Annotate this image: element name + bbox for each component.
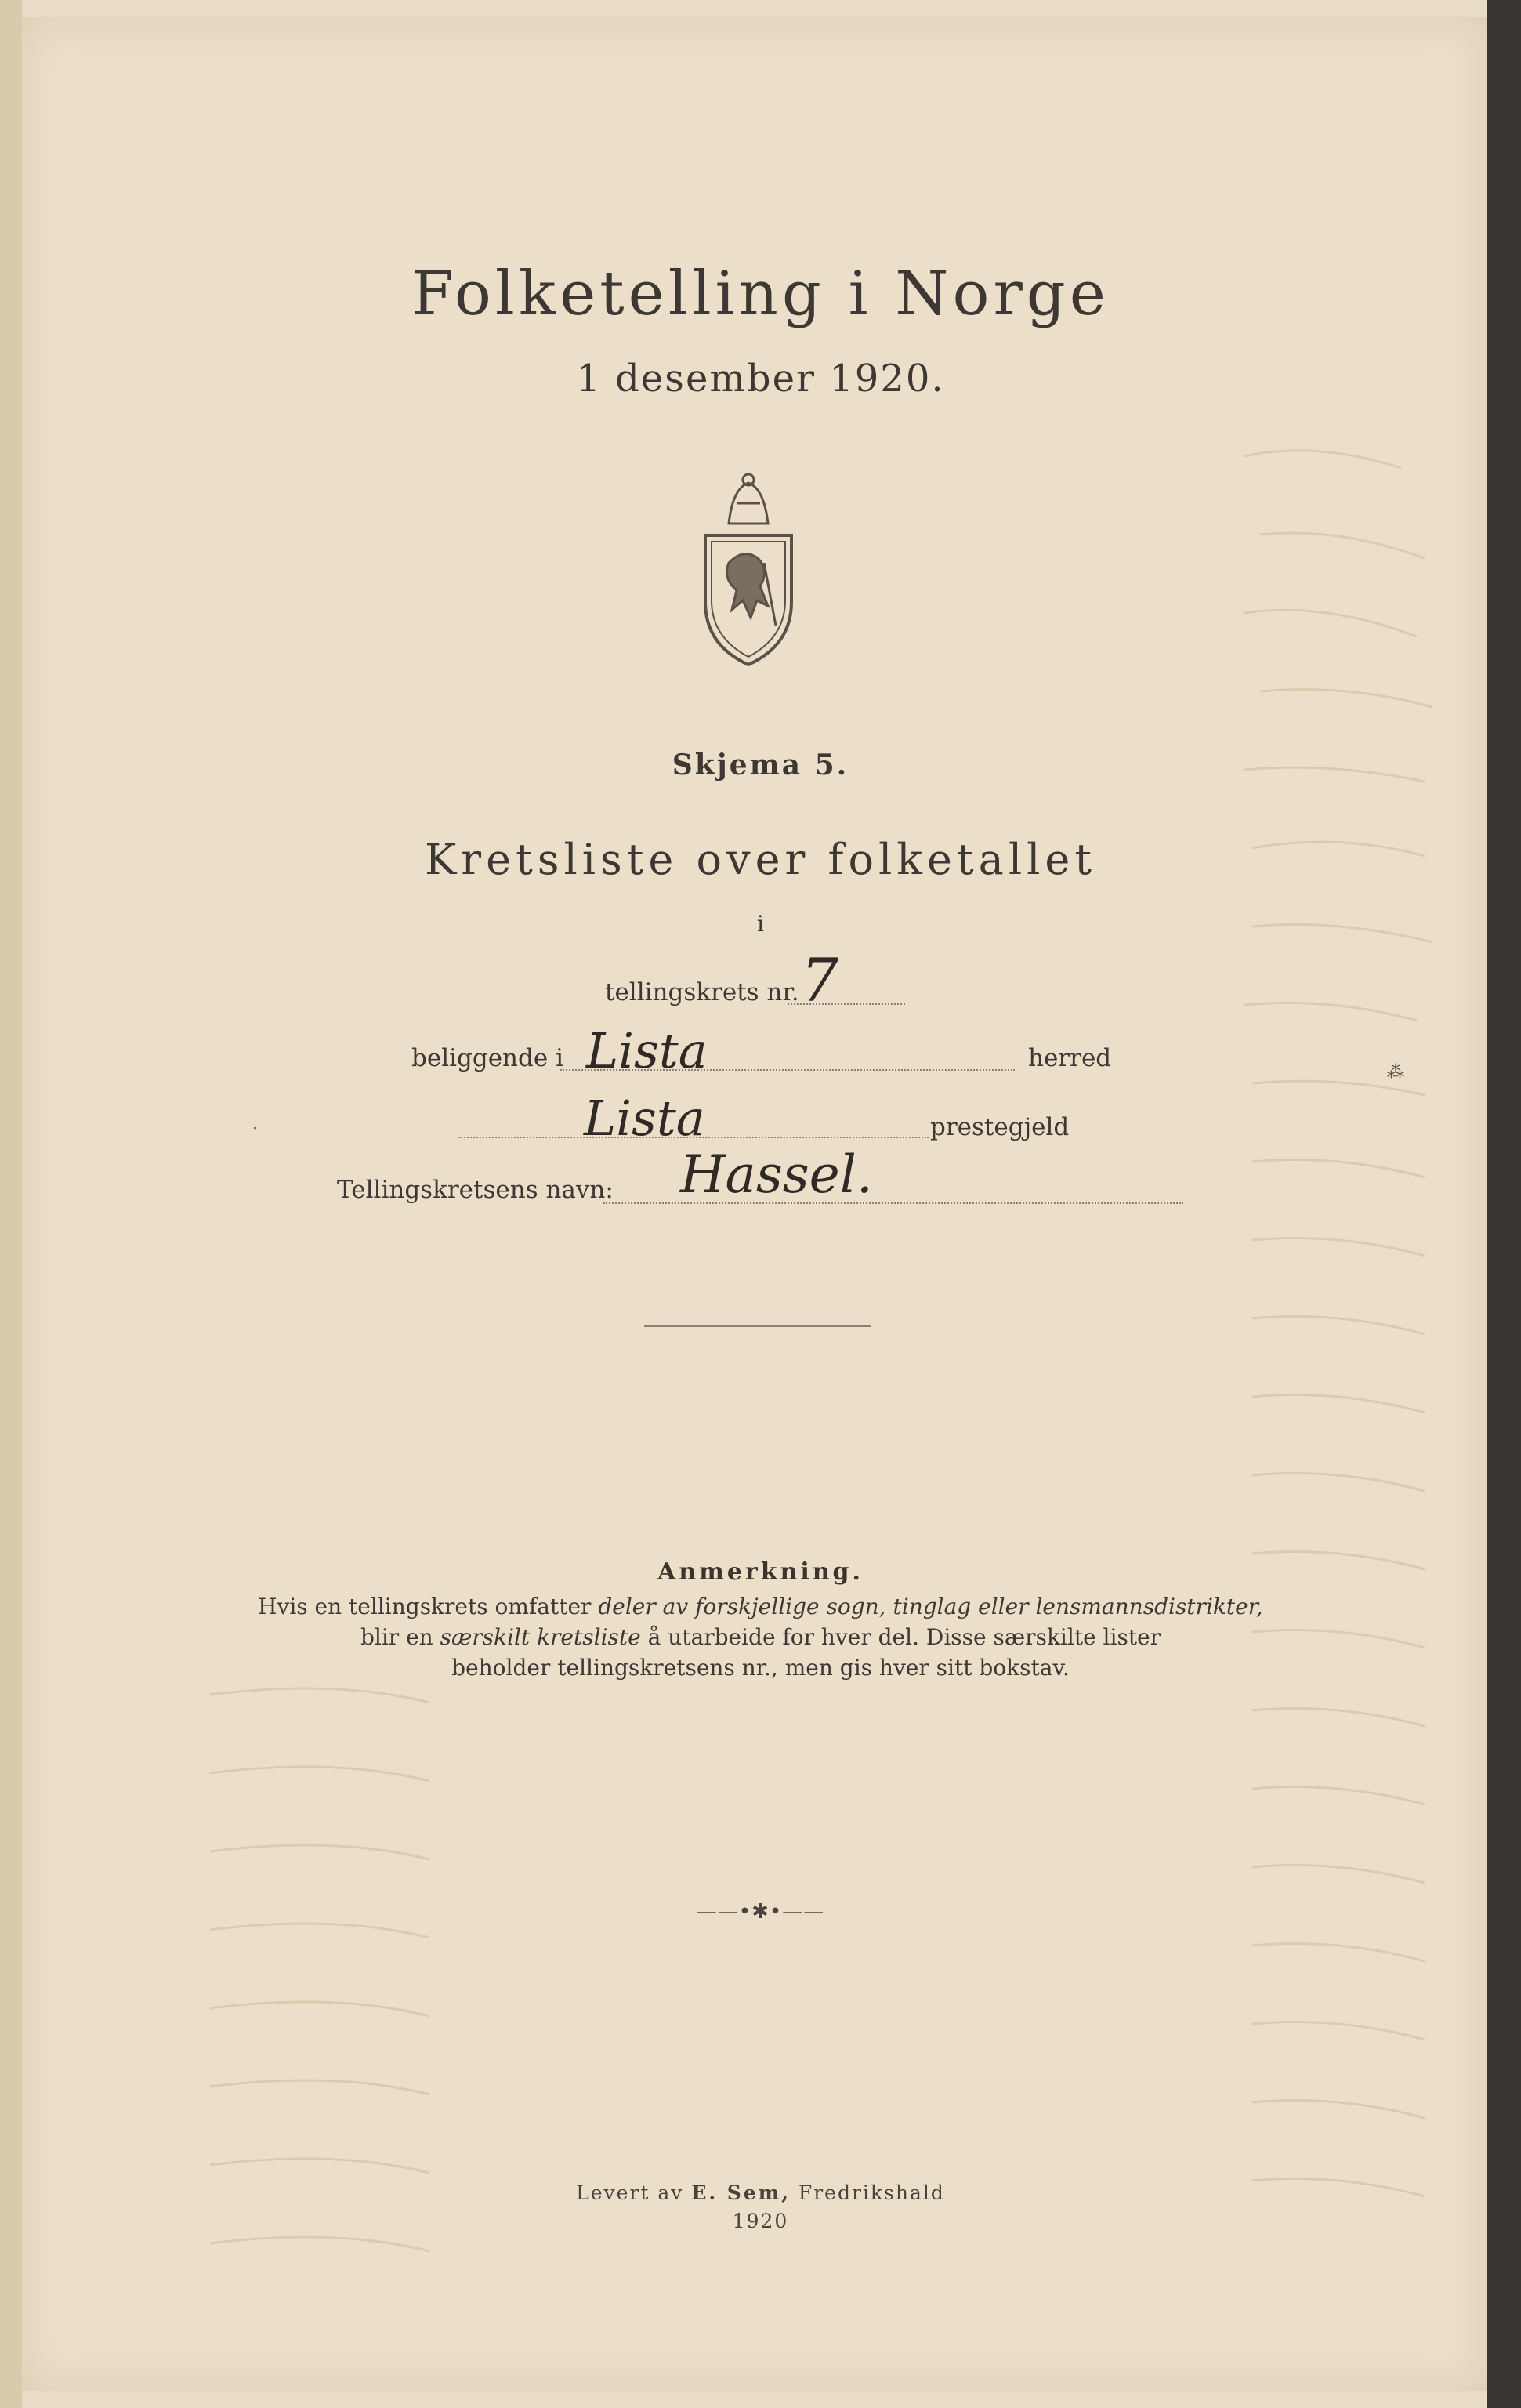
note-line-1-italic: deler av forskjellige sogn, tinglag eller lensmannsdistrikter,: [598, 1594, 1263, 1619]
section-divider: [644, 1325, 871, 1327]
census-date: 1 desember 1920.: [576, 357, 945, 401]
form-heading: Kretsliste over folketallet: [424, 835, 1097, 884]
herred-label: herred: [1028, 1044, 1112, 1072]
navn-value: Hassel.: [680, 1144, 873, 1205]
printer-place: Fredrikshald: [790, 2181, 945, 2204]
note-line-2-italic: særskilt kretsliste: [440, 1624, 641, 1650]
tellingskrets-label: tellingskrets nr.: [605, 978, 799, 1006]
note-line-2: [0, 1622, 1521, 1652]
navn-label: Tellingskretsens navn:: [337, 1176, 614, 1204]
note-line-2-text-c: å utarbeide for hver del. Disse særskilte lister: [640, 1624, 1161, 1650]
note-line-1: [0, 1591, 1521, 1622]
note-line-2-text-a: blir en: [360, 1624, 440, 1650]
form-heading-connector: i: [757, 911, 764, 937]
note-line-1-text: Hvis en tellingskrets omfatter: [258, 1594, 599, 1619]
prestegjeld-label: prestegjeld: [930, 1113, 1070, 1141]
printer-prefix: Levert av: [576, 2181, 692, 2204]
herred-value: Lista: [586, 1022, 708, 1079]
schema-number: Skjema 5.: [672, 749, 849, 782]
ornament-divider: ——•✱•——: [696, 1900, 825, 1924]
ink-smudge: ⁂: [1387, 1063, 1404, 1083]
prestegjeld-value: Lista: [584, 1090, 705, 1147]
printer-imprint: [0, 2179, 1521, 2236]
printer-year: 1920: [732, 2210, 789, 2232]
document-title: Folketelling i Norge: [411, 259, 1110, 329]
ink-dot: ·: [252, 1119, 258, 1139]
norwegian-coat-of-arms-icon: [697, 469, 799, 669]
note-line-3: beholder tellingskretsens nr., men gis hver sitt bokstav.: [451, 1655, 1070, 1681]
tellingskrets-value: 7: [801, 945, 839, 1015]
beliggende-label: beliggende i: [411, 1044, 563, 1072]
note-heading: Anmerkning.: [657, 1558, 864, 1586]
printer-name: E. Sem,: [691, 2181, 791, 2204]
